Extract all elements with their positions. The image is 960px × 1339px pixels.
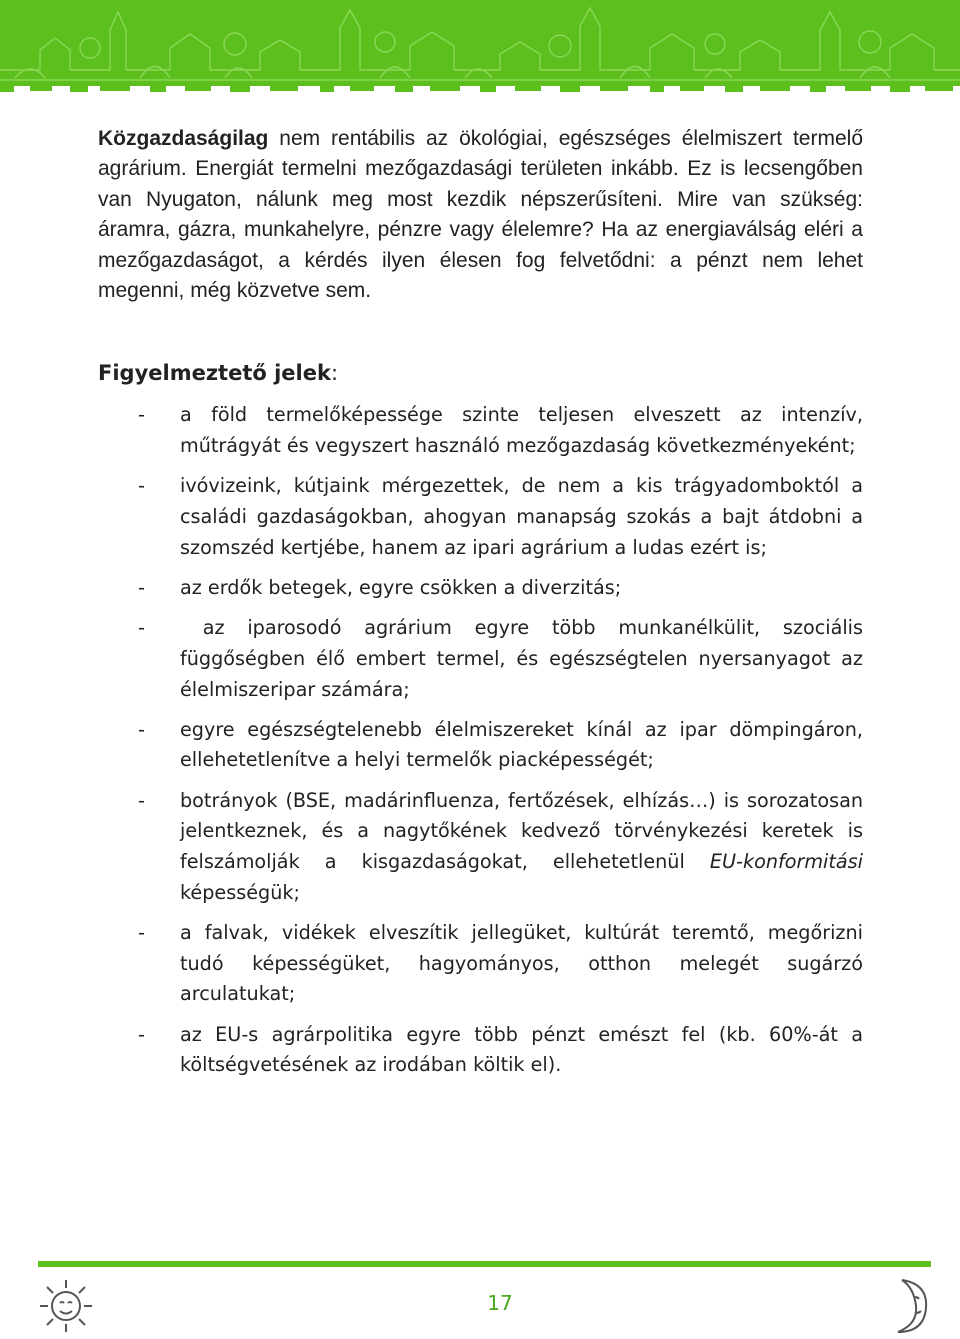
warning-text: az iparosodó agrárium egyre több munkanélkülit, szociális függőségben élő embert termel, és egészségtelen nyersanyagot az élelmiszeripar számára; (180, 616, 870, 701)
warning-item (98, 1020, 863, 1081)
list-dash: - (138, 788, 145, 812)
page-number: 17 (487, 1291, 513, 1315)
intro-text: nem rentábilis az ökológiai, egészséges élelmiszert termelő agrárium. Energiát termelni mezőgazdasági területen inkább. Ez is lecsengőben van Nyugaton, nálunk meg most kezdik népszerűsíteni. Mire van szükség: áramra, gázra, munkahelyre, pénzre vagy élelemre? Ha az energiaválság eléri a mezőgazdaságot, a kérdés ilyen élesen fog felvetődni: a pénzt nem lehet megenni, még közvetve sem. (98, 127, 863, 303)
header-banner (0, 0, 960, 86)
warning-item (98, 471, 863, 563)
warnings-heading-colon: : (330, 361, 339, 386)
warning-item (98, 786, 870, 909)
list-dash: - (138, 474, 145, 498)
list-dash: - (138, 403, 145, 427)
warning-text: egyre egészségtelenebb élelmiszereket kínál az ipar dömpingáron, ellehetetlenítve a helyi termelők piacképességét; (180, 717, 863, 772)
list-dash: - (138, 575, 145, 599)
list-dash: - (138, 616, 145, 640)
warnings-heading-bold: Figyelmeztető jelek (98, 361, 331, 386)
warning-text (180, 786, 870, 909)
warning-text-italic: EU-konformitási (709, 850, 863, 874)
warning-item (98, 573, 863, 604)
sun-face-logo-icon (38, 1278, 94, 1334)
warning-text: a falvak, vidékek elveszítik jellegüket, kultúrát teremtő, megőrizni tudó képességüket, hagyományos, otthon melegét sugárzó arculatukat; (180, 920, 863, 1006)
village-silhouette-banner-icon (0, 0, 960, 86)
list-dash: - (138, 920, 145, 944)
warnings-heading (98, 358, 863, 388)
warning-text: az erdők betegek, egyre csökken a diverzitás; (180, 575, 622, 599)
warning-text: ivóvizeink, kútjaink mérgezettek, de nem a kis trágyadomboktól a családi gazdaságokban, ahogyan manapság szokás a bajt átdobni a szomszéd kertjébe, hanem az ipari agrárium a ludas ezért is; (180, 474, 863, 559)
decorative-lettering-strip-icon (0, 86, 960, 94)
main-content (98, 124, 870, 1091)
warning-item (98, 400, 863, 461)
list-dash: - (138, 1022, 145, 1046)
warning-text-part: képességük; (180, 850, 870, 904)
warning-item (98, 918, 863, 1010)
warning-item (98, 613, 870, 705)
list-dash: - (138, 717, 145, 741)
header-decor-strip (0, 86, 960, 94)
warning-text: az EU-s agrárpolitika egyre több pénzt emészt fel (kb. 60%-át a költségvetésének az irodában költik el). (180, 1022, 863, 1077)
warning-text-part: botrányok (BSE, madárinfluenza, fertőzések, elhízás…) is sorozatosan jelentkeznek, és a nagytőkének kedvező törvénykezési keretek is felszámolják a kisgazdaságokat, ellehetetlenül (180, 788, 870, 874)
warning-item (98, 715, 863, 776)
warnings-list (98, 400, 870, 1081)
footer-rule (38, 1261, 931, 1267)
crescent-moon-face-logo-icon (888, 1276, 930, 1336)
intro-paragraph (98, 124, 863, 306)
warning-text: a föld termelőképessége szinte teljesen elveszett az intenzív, műtrágyát és vegyszert használó mezőgazdaság következményeként; (180, 403, 863, 458)
intro-lead-bold: Közgazdaságilag (98, 127, 269, 150)
